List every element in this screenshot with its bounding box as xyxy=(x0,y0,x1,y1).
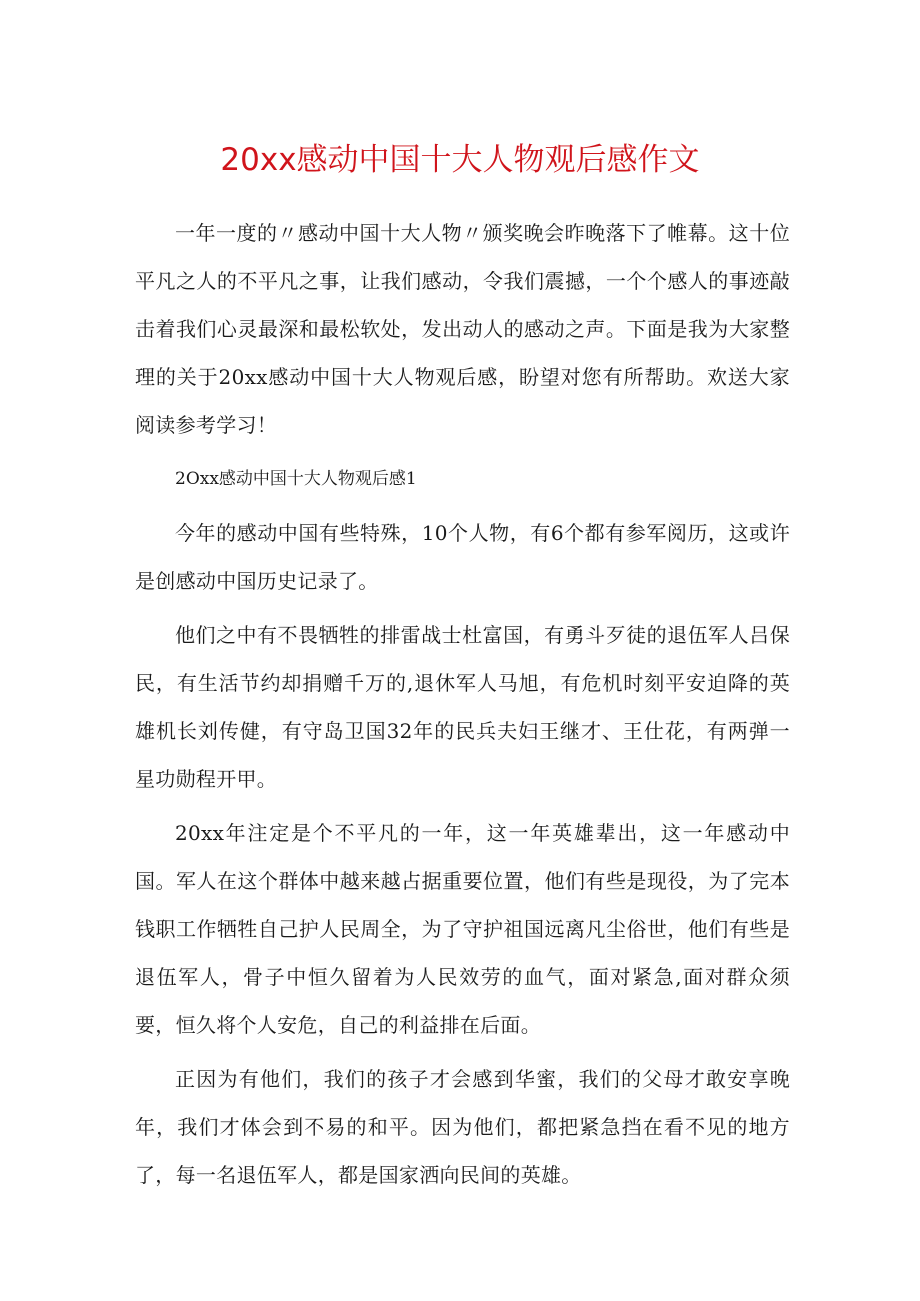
body-paragraph-1: 今年的感动中国有些特殊，10个人物，有6个都有参军阅历，这或许是创感动中国历史记录了。 xyxy=(135,521,790,593)
body-paragraph-2: 他们之中有不畏牺牲的排雷战士杜富国，有勇斗歹徒的退伍军人吕保民，有生活节约却捐赠千万的,退休军人马旭，有危机时刻平安迫降的英雄机长刘传健，有守岛卫国32年的民兵夫妇王继才、王仕花，有两弹一星功勋程开甲。 xyxy=(135,623,790,791)
intro-paragraph: 一年一度的〃感动中国十大人物〃颁奖晚会昨晚落下了帷幕。这十位平凡之人的不平凡之事，让我们感动，令我们震撼，一个个感人的事迹敲击着我们心灵最深和最松软处，发出动人的感动之声。下面是我为大家整理的关于20xx感动中国十大人物观后感，盼望对您有所帮助。欢送大家阅读参考学习！ xyxy=(135,221,790,437)
body-paragraph-4: 正因为有他们，我们的孩子才会感到华蜜，我们的父母才敢安享晚年，我们才体会到不易的和平。因为他们，都把紧急挡在看不见的地方了，每一名退伍军人，都是国家洒向民间的英雄。 xyxy=(135,1067,790,1187)
document-title: 20xx感动中国十大人物观后感作文 xyxy=(220,142,700,178)
body-paragraph-3: 20xx年注定是个不平凡的一年，这一年英雄辈出，这一年感动中国。军人在这个群体中越来越占据重要位置，他们有些是现役，为了完本钱职工作牺牲自己护人民周全，为了守护祖国远离凡尘俗世，他们有些是退伍军人，骨子中恒久留着为人民效劳的血气，面对紧急,面对群众须要，恒久将个人安危，自己的利益排在后面。 xyxy=(135,821,790,1037)
document-body xyxy=(135,209,790,1205)
section-heading: 2Oxx感动中国十大人物观后感1 xyxy=(175,469,417,489)
